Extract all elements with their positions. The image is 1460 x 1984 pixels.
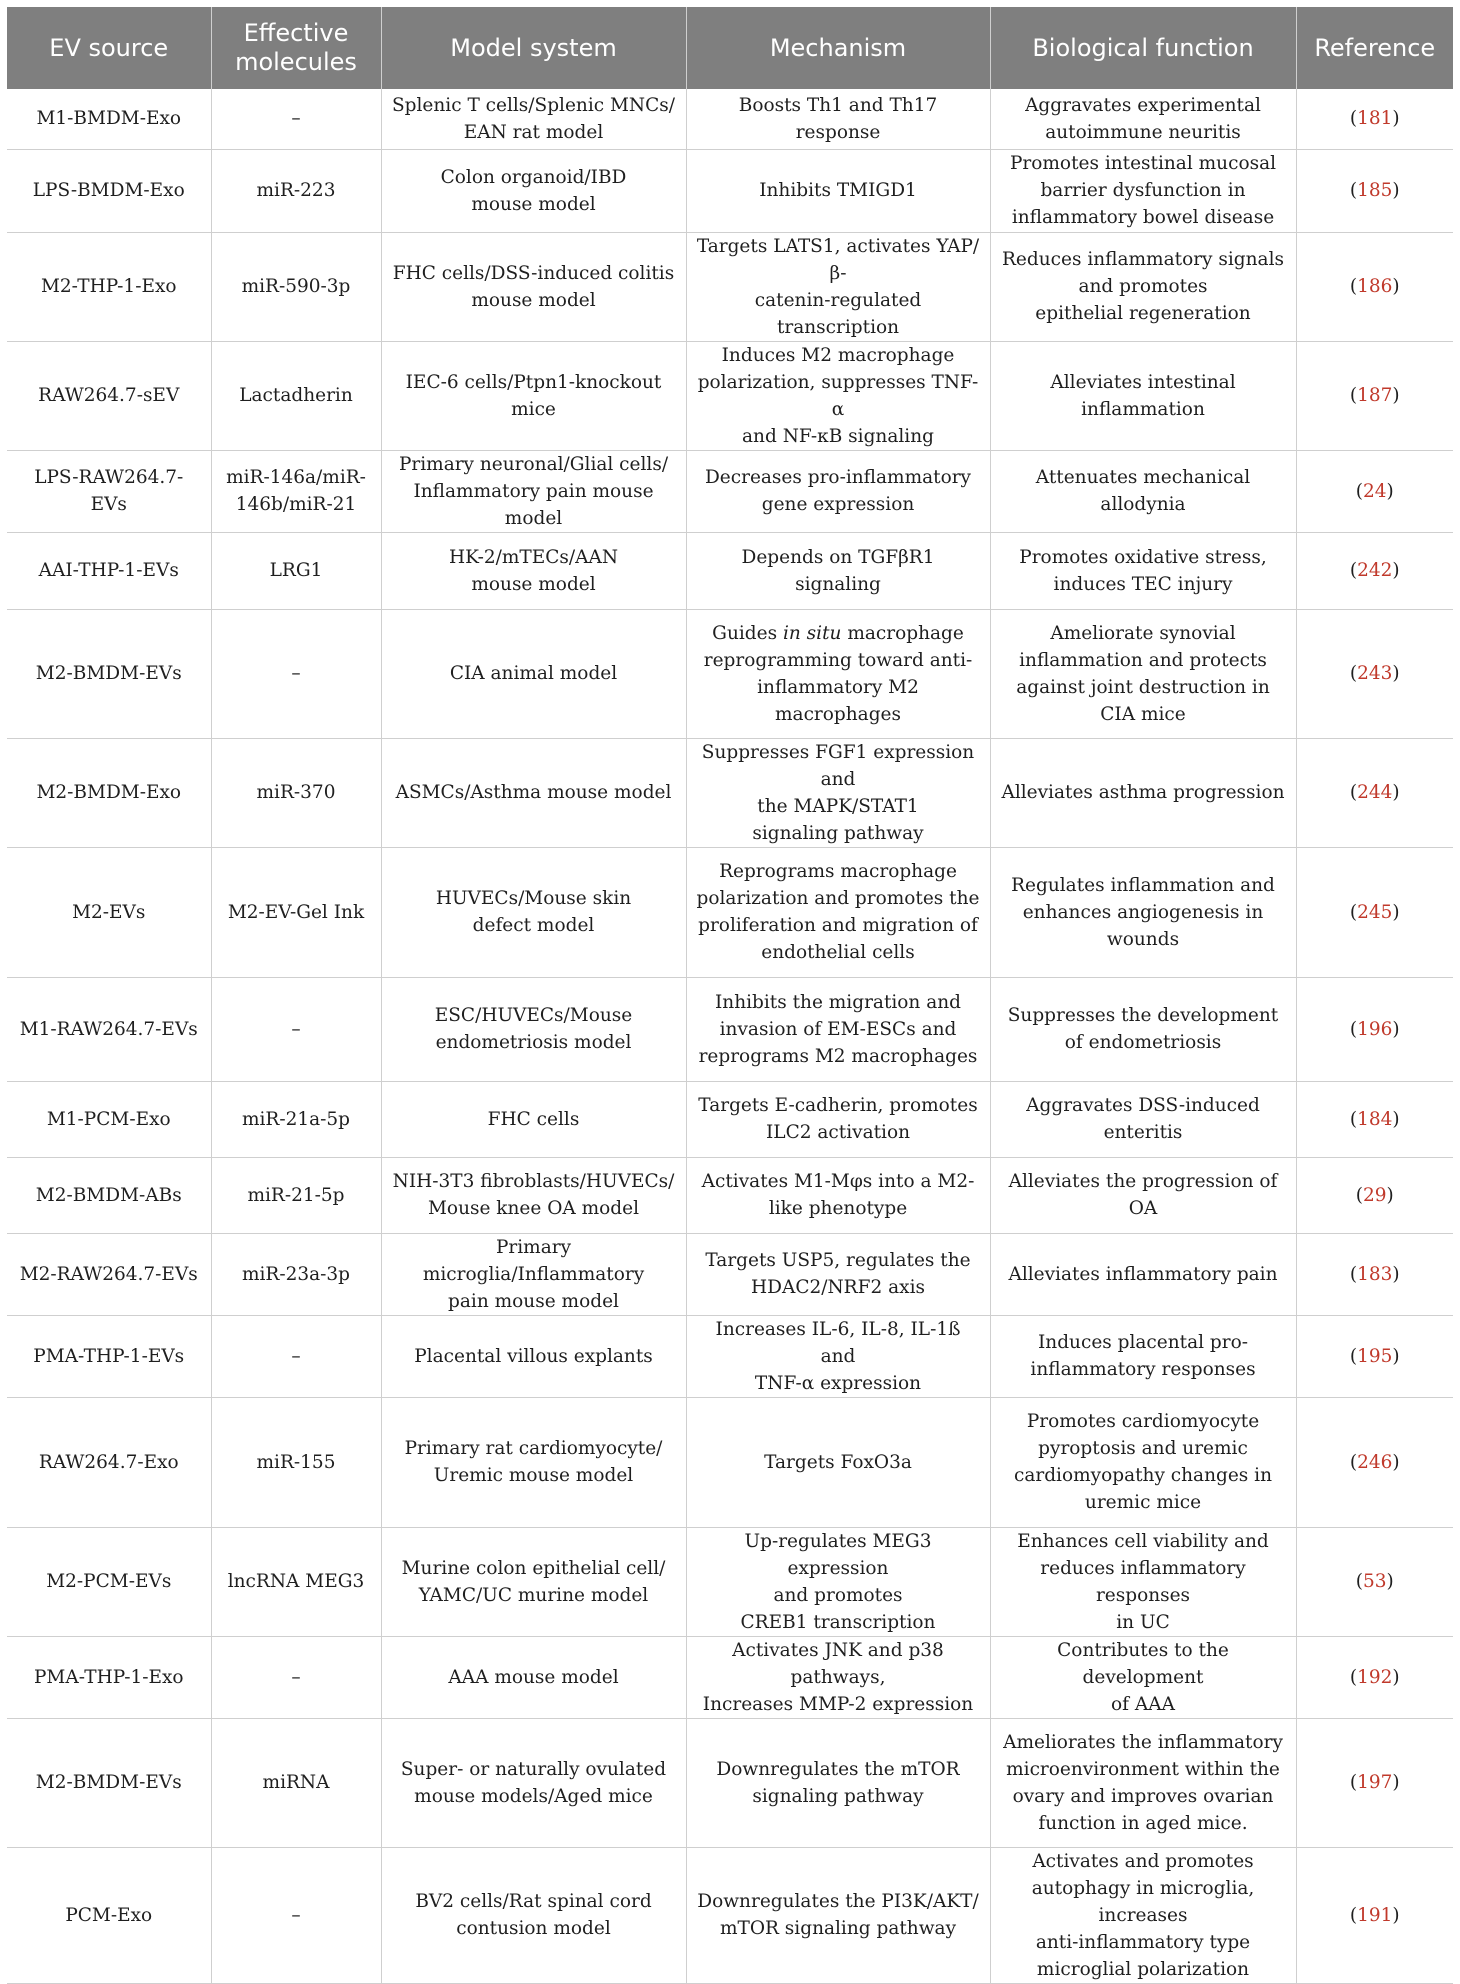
reference-link[interactable]: 195 [1357, 1345, 1393, 1367]
cell-mechanism: Targets USP5, regulates the HDAC2/NRF2 axis [686, 1233, 990, 1315]
cell-reference: (184) [1296, 1081, 1453, 1157]
cell-model-system: Primary microglia/Inflammatory pain mouse model [381, 1233, 686, 1315]
table-row [7, 532, 1453, 609]
cell-effective-molecules: – [211, 609, 381, 738]
cell-effective-molecules: lncRNA MEG3 [211, 1527, 381, 1636]
cell-biological-function: Promotes intestinal mucosal barrier dysfunction in inflammatory bowel disease [990, 149, 1296, 232]
cell-reference: (245) [1296, 847, 1453, 977]
cell-ev-source: PMA-THP-1-Exo [7, 1636, 211, 1718]
cell-biological-function: Ameliorate synovial inflammation and protects against joint destruction in CIA mice [990, 609, 1296, 738]
table-body [7, 89, 1453, 1983]
cell-biological-function: Induces placental pro- inflammatory responses [990, 1315, 1296, 1397]
cell-biological-function: Promotes cardiomyocyte pyroptosis and uremic cardiomyopathy changes in uremic mice [990, 1397, 1296, 1527]
reference-link[interactable]: 186 [1357, 276, 1393, 297]
reference-link[interactable]: 185 [1357, 180, 1393, 201]
table-row [7, 232, 1453, 341]
cell-reference: (187) [1296, 341, 1453, 450]
cell-biological-function: Activates and promotes autophagy in microglia, increases anti-inflammatory type microglial polarization [990, 1847, 1296, 1983]
cell-reference: (242) [1296, 532, 1453, 609]
cell-ev-source: M2-EVs [7, 847, 211, 977]
cell-ev-source: M2-BMDM-EVs [7, 609, 211, 738]
cell-biological-function: Contributes to the development of AAA [990, 1636, 1296, 1718]
cell-ev-source: AAI-THP-1-EVs [7, 532, 211, 609]
cell-mechanism: Targets E-cadherin, promotes ILC2 activation [686, 1081, 990, 1157]
cell-reference: (244) [1296, 738, 1453, 847]
column-header-mechanism: Mechanism [686, 7, 990, 89]
cell-biological-function: Attenuates mechanical allodynia [990, 450, 1296, 532]
cell-model-system: ASMCs/Asthma mouse model [381, 738, 686, 847]
cell-mechanism: Guides in situ macrophage reprogramming toward anti- inflammatory M2 macrophages [686, 609, 990, 738]
cell-biological-function: Alleviates asthma progression [990, 738, 1296, 847]
cell-biological-function: Alleviates the progression of OA [990, 1157, 1296, 1233]
reference-link[interactable]: 242 [1357, 560, 1393, 581]
cell-biological-function: Ameliorates the inflammatory microenvironment within the ovary and improves ovarian function in aged mice. [990, 1718, 1296, 1847]
cell-ev-source: M2-PCM-EVs [7, 1527, 211, 1636]
cell-mechanism: Suppresses FGF1 expression and the MAPK/STAT1 signaling pathway [686, 738, 990, 847]
cell-biological-function: Alleviates inflammatory pain [990, 1233, 1296, 1315]
cell-effective-molecules: miR-370 [211, 738, 381, 847]
table-row [7, 1527, 1453, 1636]
cell-mechanism: Activates M1-Mφs into a M2- like phenotype [686, 1157, 990, 1233]
cell-biological-function: Regulates inflammation and enhances angiogenesis in wounds [990, 847, 1296, 977]
cell-mechanism: Downregulates the PI3K/AKT/ mTOR signaling pathway [686, 1847, 990, 1983]
reference-link[interactable]: 245 [1357, 901, 1393, 923]
cell-mechanism: Inhibits the migration and invasion of EM-ESCs and reprograms M2 macrophages [686, 977, 990, 1081]
cell-reference: (181) [1296, 89, 1453, 149]
cell-model-system: Primary rat cardiomyocyte/ Uremic mouse model [381, 1397, 686, 1527]
cell-mechanism: Targets FoxO3a [686, 1397, 990, 1527]
reference-link[interactable]: 53 [1362, 1571, 1387, 1592]
cell-mechanism: Targets LATS1, activates YAP/β- catenin-regulated transcription [686, 232, 990, 341]
table-row [7, 149, 1453, 232]
cell-effective-molecules: miR-590-3p [211, 232, 381, 341]
cell-reference: (243) [1296, 609, 1453, 738]
cell-effective-molecules: M2-EV-Gel Ink [211, 847, 381, 977]
reference-link[interactable]: 243 [1357, 663, 1393, 684]
cell-biological-function: Aggravates experimental autoimmune neuritis [990, 89, 1296, 149]
cell-model-system: AAA mouse model [381, 1636, 686, 1718]
cell-effective-molecules: miR-223 [211, 149, 381, 232]
table-row [7, 341, 1453, 450]
cell-effective-molecules: – [211, 89, 381, 149]
cell-model-system: NIH-3T3 fibroblasts/HUVECs/ Mouse knee OA model [381, 1157, 686, 1233]
cell-effective-molecules: Lactadherin [211, 341, 381, 450]
reference-link[interactable]: 246 [1357, 1451, 1393, 1473]
reference-link[interactable]: 196 [1357, 1018, 1393, 1040]
cell-mechanism: Decreases pro-inflammatory gene expression [686, 450, 990, 532]
cell-mechanism: Depends on TGFβR1 signaling [686, 532, 990, 609]
cell-biological-function: Alleviates intestinal inflammation [990, 341, 1296, 450]
cell-model-system: Murine colon epithelial cell/ YAMC/UC murine model [381, 1527, 686, 1636]
cell-ev-source: M1-RAW264.7-EVs [7, 977, 211, 1081]
cell-biological-function: Promotes oxidative stress, induces TEC injury [990, 532, 1296, 609]
cell-mechanism: Inhibits TMIGD1 [686, 149, 990, 232]
cell-mechanism: Increases IL-6, IL-8, IL-1ß and TNF-α expression [686, 1315, 990, 1397]
table-row [7, 1081, 1453, 1157]
table-row [7, 1397, 1453, 1527]
cell-model-system: CIA animal model [381, 609, 686, 738]
cell-reference: (246) [1296, 1397, 1453, 1527]
reference-link[interactable]: 192 [1357, 1666, 1393, 1688]
cell-model-system: HK-2/mTECs/AAN mouse model [381, 532, 686, 609]
table-row [7, 977, 1453, 1081]
mechanism-emphasis: in situ [782, 622, 842, 644]
cell-ev-source: LPS-BMDM-Exo [7, 149, 211, 232]
cell-effective-molecules: – [211, 1847, 381, 1983]
cell-biological-function: Reduces inflammatory signals and promotes epithelial regeneration [990, 232, 1296, 341]
reference-link[interactable]: 191 [1357, 1904, 1393, 1926]
cell-mechanism: Up-regulates MEG3 expression and promotes CREB1 transcription [686, 1527, 990, 1636]
cell-ev-source: M2-BMDM-ABs [7, 1157, 211, 1233]
cell-model-system: BV2 cells/Rat spinal cord contusion model [381, 1847, 686, 1983]
table-row [7, 1847, 1453, 1983]
cell-model-system: Colon organoid/IBD mouse model [381, 149, 686, 232]
table-row [7, 1315, 1453, 1397]
cell-ev-source: M2-RAW264.7-EVs [7, 1233, 211, 1315]
column-header-reference: Reference [1296, 7, 1453, 89]
cell-reference: (197) [1296, 1718, 1453, 1847]
cell-effective-molecules: – [211, 977, 381, 1081]
cell-effective-molecules: miRNA [211, 1718, 381, 1847]
cell-biological-function: Enhances cell viability and reduces inflammatory responses in UC [990, 1527, 1296, 1636]
cell-model-system: HUVECs/Mouse skin defect model [381, 847, 686, 977]
column-header-biological-function: Biological function [990, 7, 1296, 89]
table-row [7, 1636, 1453, 1718]
table-row [7, 89, 1453, 149]
reference-link[interactable]: 183 [1357, 1263, 1393, 1285]
reference-link[interactable]: 184 [1357, 1108, 1393, 1130]
cell-effective-molecules: – [211, 1315, 381, 1397]
cell-model-system: Primary neuronal/Glial cells/ Inflammatory pain mouse model [381, 450, 686, 532]
cell-ev-source: M1-PCM-Exo [7, 1081, 211, 1157]
reference-link[interactable]: 197 [1357, 1772, 1393, 1793]
cell-model-system: Placental villous explants [381, 1315, 686, 1397]
cell-effective-molecules: miR-155 [211, 1397, 381, 1527]
cell-ev-source: PMA-THP-1-EVs [7, 1315, 211, 1397]
table-row [7, 609, 1453, 738]
cell-reference: (192) [1296, 1636, 1453, 1718]
cell-reference: (53) [1296, 1527, 1453, 1636]
cell-model-system: Splenic T cells/Splenic MNCs/ EAN rat model [381, 89, 686, 149]
cell-model-system: IEC-6 cells/Ptpn1-knockout mice [381, 341, 686, 450]
cell-mechanism: Downregulates the mTOR signaling pathway [686, 1718, 990, 1847]
ev-table [7, 7, 1453, 1984]
cell-mechanism: Induces M2 macrophage polarization, suppresses TNF-α and NF-κB signaling [686, 341, 990, 450]
cell-ev-source: PCM-Exo [7, 1847, 211, 1983]
cell-reference: (186) [1296, 232, 1453, 341]
cell-model-system: Super- or naturally ovulated mouse models/Aged mice [381, 1718, 686, 1847]
table-header [7, 7, 1453, 89]
cell-ev-source: RAW264.7-sEV [7, 341, 211, 450]
cell-ev-source: RAW264.7-Exo [7, 1397, 211, 1527]
cell-reference: (191) [1296, 1847, 1453, 1983]
cell-ev-source: LPS-RAW264.7-EVs [7, 450, 211, 532]
column-header-model-system: Model system [381, 7, 686, 89]
cell-model-system: FHC cells [381, 1081, 686, 1157]
cell-ev-source: M2-THP-1-Exo [7, 232, 211, 341]
reference-link[interactable]: 244 [1357, 782, 1393, 803]
cell-effective-molecules: miR-21-5p [211, 1157, 381, 1233]
cell-model-system: ESC/HUVECs/Mouse endometriosis model [381, 977, 686, 1081]
cell-effective-molecules: miR-23a-3p [211, 1233, 381, 1315]
table-row [7, 1718, 1453, 1847]
cell-reference: (24) [1296, 450, 1453, 532]
column-header-ev-source: EV source [7, 7, 211, 89]
cell-mechanism: Boosts Th1 and Th17 response [686, 89, 990, 149]
reference-link[interactable]: 187 [1357, 385, 1393, 406]
cell-ev-source: M1-BMDM-Exo [7, 89, 211, 149]
reference-link[interactable]: 29 [1362, 1184, 1387, 1206]
cell-reference: (196) [1296, 977, 1453, 1081]
table-row [7, 450, 1453, 532]
cell-reference: (29) [1296, 1157, 1453, 1233]
cell-effective-molecules: miR-146a/miR- 146b/miR-21 [211, 450, 381, 532]
cell-reference: (183) [1296, 1233, 1453, 1315]
cell-model-system: FHC cells/DSS-induced colitis mouse model [381, 232, 686, 341]
column-header-effective-molecules: Effective molecules [211, 7, 381, 89]
cell-reference: (195) [1296, 1315, 1453, 1397]
cell-ev-source: M2-BMDM-Exo [7, 738, 211, 847]
cell-mechanism: Reprograms macrophage polarization and promotes the proliferation and migration of endothelial cells [686, 847, 990, 977]
cell-effective-molecules: – [211, 1636, 381, 1718]
cell-biological-function: Aggravates DSS-induced enteritis [990, 1081, 1296, 1157]
cell-biological-function: Suppresses the development of endometriosis [990, 977, 1296, 1081]
reference-link[interactable]: 181 [1357, 108, 1393, 130]
cell-effective-molecules: LRG1 [211, 532, 381, 609]
table-row [7, 1157, 1453, 1233]
cell-ev-source: M2-BMDM-EVs [7, 1718, 211, 1847]
cell-mechanism: Activates JNK and p38 pathways, Increases MMP-2 expression [686, 1636, 990, 1718]
table-row [7, 1233, 1453, 1315]
table-row [7, 847, 1453, 977]
cell-effective-molecules: miR-21a-5p [211, 1081, 381, 1157]
reference-link[interactable]: 24 [1362, 480, 1387, 502]
table-row [7, 738, 1453, 847]
cell-reference: (185) [1296, 149, 1453, 232]
